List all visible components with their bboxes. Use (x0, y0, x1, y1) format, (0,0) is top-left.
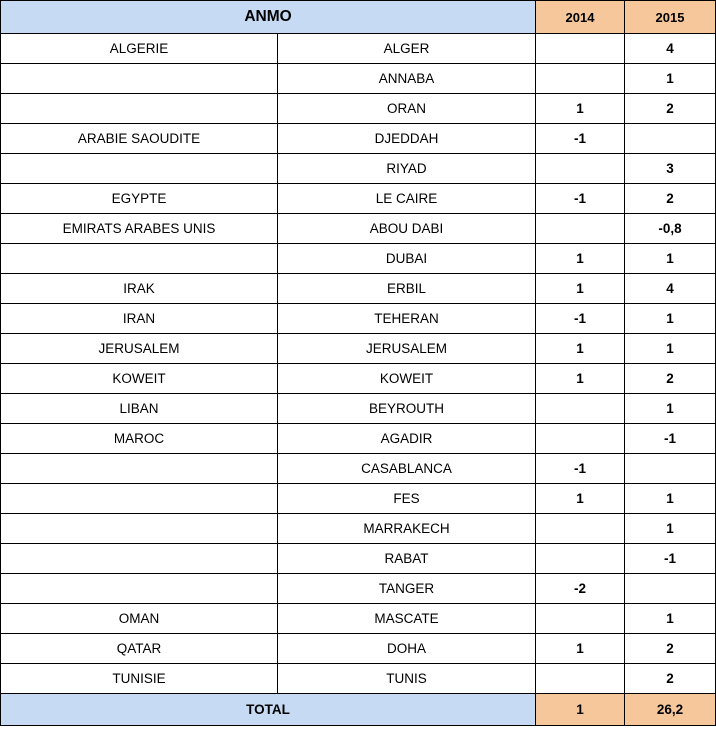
value-2015-cell: 4 (625, 34, 716, 64)
country-cell: LIBAN (1, 394, 278, 424)
table-row (1, 154, 716, 184)
city-cell: DUBAI (278, 244, 536, 274)
table-row (1, 304, 716, 334)
value-2014-cell: -1 (536, 124, 625, 154)
value-2015-cell: 2 (625, 664, 716, 694)
table-row (1, 34, 716, 64)
value-2015-cell: -1 (625, 424, 716, 454)
value-2014-cell (536, 544, 625, 574)
country-cell (1, 64, 278, 94)
table-row (1, 604, 716, 634)
country-cell: MAROC (1, 424, 278, 454)
country-cell (1, 574, 278, 604)
value-2014-cell: 1 (536, 334, 625, 364)
value-2014-cell (536, 214, 625, 244)
value-2014-cell: 1 (536, 94, 625, 124)
table-row (1, 184, 716, 214)
value-2015-cell: 1 (625, 304, 716, 334)
value-2015-cell: 1 (625, 334, 716, 364)
country-cell: ALGERIE (1, 34, 278, 64)
city-cell: KOWEIT (278, 364, 536, 394)
country-cell (1, 514, 278, 544)
value-2014-cell (536, 34, 625, 64)
country-cell: KOWEIT (1, 364, 278, 394)
country-cell (1, 154, 278, 184)
value-2014-cell: 1 (536, 364, 625, 394)
table-row (1, 544, 716, 574)
value-2015-cell (625, 574, 716, 604)
city-cell: CASABLANCA (278, 454, 536, 484)
value-2014-cell (536, 514, 625, 544)
table-title: ANMO (1, 1, 536, 34)
city-cell: BEYROUTH (278, 394, 536, 424)
value-2014-cell (536, 664, 625, 694)
country-cell: ARABIE SAOUDITE (1, 124, 278, 154)
value-2014-cell: 1 (536, 484, 625, 514)
city-cell: RIYAD (278, 154, 536, 184)
value-2015-cell: 2 (625, 364, 716, 394)
table-row (1, 364, 716, 394)
table-row (1, 664, 716, 694)
value-2014-cell (536, 154, 625, 184)
value-2014-cell (536, 604, 625, 634)
value-2015-cell: 1 (625, 604, 716, 634)
table-row (1, 274, 716, 304)
city-cell: TUNIS (278, 664, 536, 694)
value-2014-cell: -1 (536, 454, 625, 484)
city-cell: TEHERAN (278, 304, 536, 334)
country-cell: IRAK (1, 274, 278, 304)
country-cell: OMAN (1, 604, 278, 634)
country-cell (1, 484, 278, 514)
value-2014-cell: -1 (536, 304, 625, 334)
table-row (1, 454, 716, 484)
value-2015-cell: 1 (625, 394, 716, 424)
value-2014-cell: 1 (536, 634, 625, 664)
total-2014: 1 (536, 694, 625, 726)
city-cell: ANNABA (278, 64, 536, 94)
country-cell (1, 544, 278, 574)
value-2015-cell (625, 454, 716, 484)
city-cell: LE CAIRE (278, 184, 536, 214)
value-2015-cell (625, 124, 716, 154)
table-row (1, 424, 716, 454)
table-row (1, 634, 716, 664)
value-2014-cell: 1 (536, 244, 625, 274)
table-row (1, 514, 716, 544)
country-cell: JERUSALEM (1, 334, 278, 364)
value-2015-cell: 2 (625, 634, 716, 664)
city-cell: DJEDDAH (278, 124, 536, 154)
table-row (1, 94, 716, 124)
value-2015-cell: 2 (625, 94, 716, 124)
value-2015-cell: 1 (625, 514, 716, 544)
city-cell: ABOU DABI (278, 214, 536, 244)
total-row (1, 694, 716, 726)
table-row (1, 574, 716, 604)
value-2014-cell (536, 394, 625, 424)
country-cell: EGYPTE (1, 184, 278, 214)
year-header-2015: 2015 (625, 1, 716, 34)
table-row (1, 394, 716, 424)
value-2015-cell: -0,8 (625, 214, 716, 244)
country-cell (1, 244, 278, 274)
table-row (1, 64, 716, 94)
city-cell: ALGER (278, 34, 536, 64)
value-2015-cell: -1 (625, 544, 716, 574)
table-row (1, 244, 716, 274)
value-2015-cell: 2 (625, 184, 716, 214)
header-row (1, 1, 716, 34)
value-2015-cell: 3 (625, 154, 716, 184)
city-cell: RABAT (278, 544, 536, 574)
value-2015-cell: 1 (625, 244, 716, 274)
value-2014-cell: 1 (536, 274, 625, 304)
total-label: TOTAL (1, 694, 536, 726)
city-cell: MARRAKECH (278, 514, 536, 544)
year-header-2014: 2014 (536, 1, 625, 34)
country-cell: QATAR (1, 634, 278, 664)
value-2015-cell: 1 (625, 64, 716, 94)
city-cell: DOHA (278, 634, 536, 664)
table-row (1, 334, 716, 364)
value-2015-cell: 1 (625, 484, 716, 514)
city-cell: MASCATE (278, 604, 536, 634)
value-2015-cell: 4 (625, 274, 716, 304)
country-cell: IRAN (1, 304, 278, 334)
table-row (1, 124, 716, 154)
table-body (1, 34, 716, 694)
city-cell: ERBIL (278, 274, 536, 304)
city-cell: TANGER (278, 574, 536, 604)
country-cell (1, 94, 278, 124)
value-2014-cell (536, 64, 625, 94)
table-row (1, 484, 716, 514)
city-cell: FES (278, 484, 536, 514)
city-cell: AGADIR (278, 424, 536, 454)
total-2015: 26,2 (625, 694, 716, 726)
value-2014-cell: -2 (536, 574, 625, 604)
value-2014-cell: -1 (536, 184, 625, 214)
value-2014-cell (536, 424, 625, 454)
country-cell: TUNISIE (1, 664, 278, 694)
country-cell: EMIRATS ARABES UNIS (1, 214, 278, 244)
country-cell (1, 454, 278, 484)
city-cell: JERUSALEM (278, 334, 536, 364)
city-cell: ORAN (278, 94, 536, 124)
table-row (1, 214, 716, 244)
